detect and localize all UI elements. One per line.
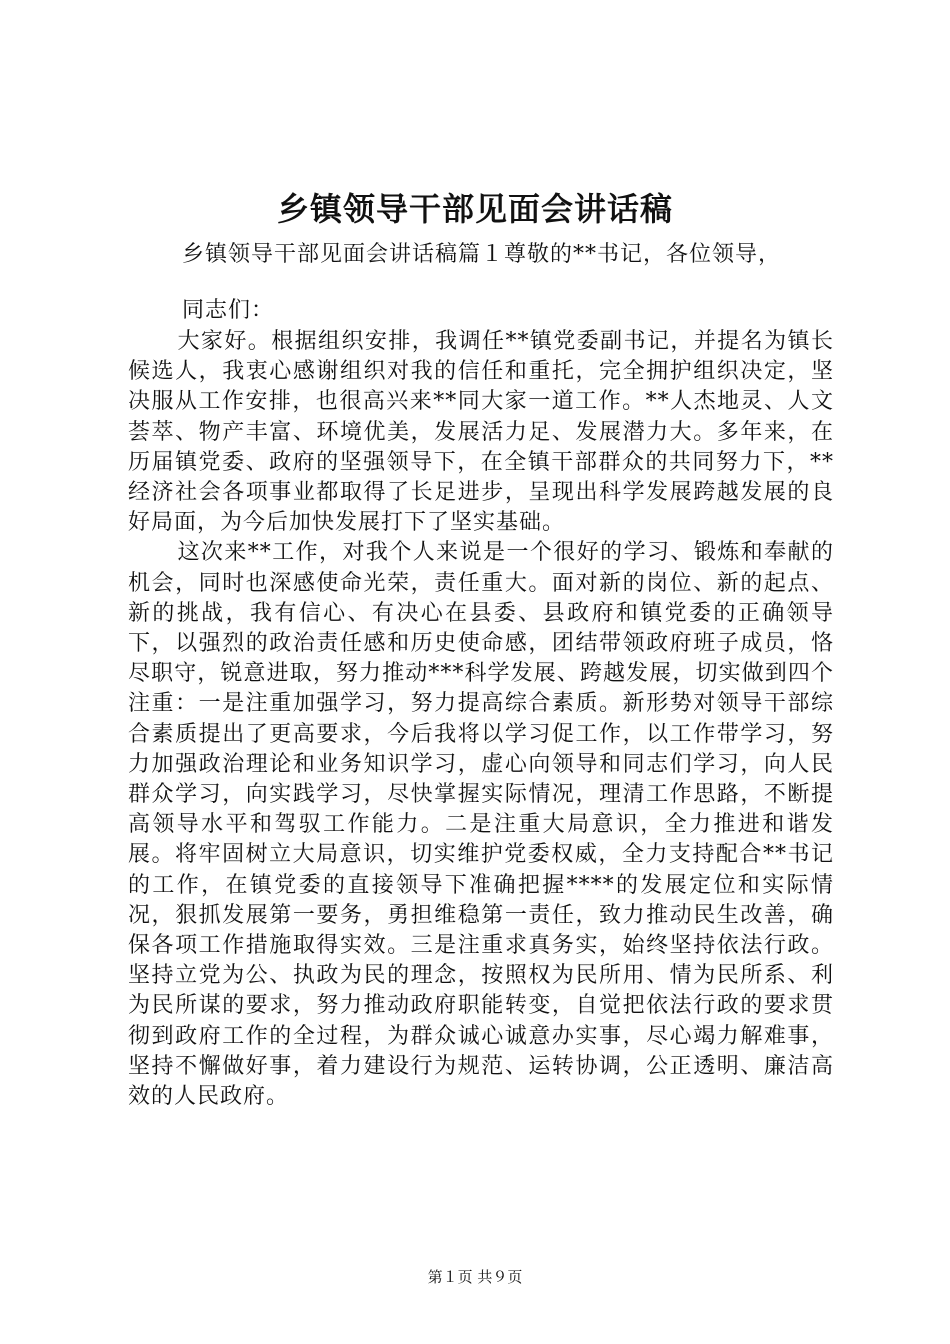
- document-title: 乡镇领导干部见面会讲话稿: [276, 190, 673, 228]
- page-footer: 第１页 共９页: [427, 1268, 523, 1286]
- body-paragraph: 这次来**工作，对我个人来说是一个很好的学习、锻炼和奉献的机会，同时也深感使命光荣，责任重大。面对新的岗位、新的起点、新的挑战，我有信心、有决心在县委、县政府和镇党委的正确领导下，以强烈的政治责任感和历史使命感，团结带领政府班子成员，恪尽职守，锐意进取，努力推动***科学发展、跨越发展，切实做到四个注重：一是注重加强学习，努力提高综合素质。新形势对领导干部综合素质提出了更高要求，今后我将以学习促工作，以工作带学习，努力加强政治理论和业务知识学习，虚心向领导和同志们学习，向人民群众学习，向实践学习，尽快掌握实际情况，理清工作思路，不断提高领导水平和驾驭工作能力。二是注重大局意识，全力推进和谐发展。将牢固树立大局意识，切实维护党委权威，全力支持配合**书记的工作，在镇党委的直接领导下准确把握****的发展定位和实际情况，狠抓发展第一要务，勇担维稳第一责任，致力推动民生改善，确保各项工作措施取得实效。三是注重求真务实，始终坚持依法行政。坚持立党为公、执政为民的理念，按照权为民所用、情为民所系、利为民所谋的要求，努力推动政府职能转变，自觉把依法行政的要求贯彻到政府工作的全过程，为群众诚心诚意办实事，尽心竭力解难事，坚持不懈做好事，着力建设行为规范、运转协调，公正透明、廉洁高效的人民政府。: [128, 540, 834, 1110]
- intro-line: 乡镇领导干部见面会讲话稿篇１尊敬的**书记，各位领导，: [182, 242, 782, 267]
- document-body: [128, 327, 834, 1112]
- body-paragraph: 大家好。根据组织安排，我调任**镇党委副书记，并提名为镇长候选人，我衷心感谢组织对我的信任和重托，完全拥护组织决定，坚决服从工作安排，也很高兴来**同大家一道工作。**人杰地灵、人文荟萃、物产丰富、环境优美，发展活力足、发展潜力大。多年来，在历届镇党委、政府的坚强领导下，在全镇干部群众的共同努力下，**经济社会各项事业都取得了长足进步，呈现出科学发展跨越发展的良好局面，为今后加快发展打下了坚实基础。: [128, 329, 834, 536]
- salutation: 同志们：: [182, 298, 275, 323]
